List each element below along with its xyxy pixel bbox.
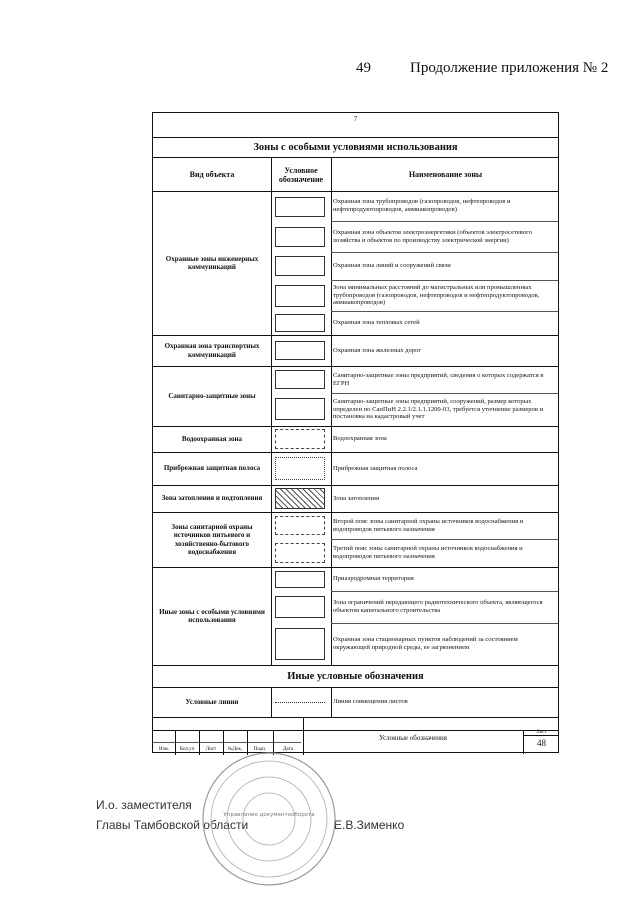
symbol-swatch <box>275 341 325 360</box>
symbol-swatch <box>275 285 325 307</box>
zone-name: Зона минимальных расстояний до магистральных или промышленных трубопроводов (газопроводов, нефтепроводов и нефтепродуктопроводов, аммиакопроводов) <box>333 284 540 307</box>
signature-name: Е.В.Зименко <box>334 818 405 832</box>
zone-name: Санитарно-защитные зоны предприятий, сооружений, размер которых определен по СанПиН 2.2.1/2.1.1.1200-03, требуется уточнение размеров и постановка на кадастровый учет <box>333 398 544 421</box>
col-symbol: Условное обозначение <box>278 165 324 184</box>
symbol-swatch <box>275 398 325 420</box>
stamp-col: Дата <box>283 747 293 752</box>
symbol-swatch <box>275 197 325 217</box>
zone-name: Охранная зона объектов электроэнергетики (объектов электросетевого хозяйства и объектов по производству электрической энергии) <box>333 228 533 244</box>
symbol-swatch <box>275 256 325 276</box>
col-object-type: Вид объекта <box>189 170 235 180</box>
zone-name: Санитарно-защитные зоны предприятий, сведения о которых содержатся в ЕГРН <box>333 371 544 387</box>
symbol-swatch <box>275 571 325 588</box>
symbol-swatch <box>275 370 325 389</box>
symbol-swatch <box>275 516 325 535</box>
zone-name: Охранная зона железных дорог <box>333 346 422 354</box>
symbol-swatch <box>275 488 325 509</box>
sheet-box <box>523 730 559 754</box>
group-type: Прибрежная защитная полоса <box>163 464 261 473</box>
symbol-swatch <box>275 543 325 563</box>
symbol-swatch <box>275 457 325 480</box>
group-type: Санитарно-защитные зоны <box>168 391 256 400</box>
section2-title: Иные условные обозначения <box>153 665 558 688</box>
zone-name: Охранная зона тепловых сетей <box>333 319 420 327</box>
zone-name: Зона ограничений передающего радиотехнического объекта, являющегося объектом капитального строительства <box>333 599 543 614</box>
symbol-line <box>275 702 325 703</box>
sheet-label: Лист <box>524 730 559 736</box>
zone-name: Прибрежная защитная полоса <box>333 464 418 472</box>
zone-name: Третий пояс зоны санитарной охраны источников водоснабжения и водопроводов питьевого назначения <box>333 545 523 560</box>
stamp-col: №Док. <box>227 747 243 752</box>
official-seal <box>200 750 338 888</box>
signature-line2: Главы Тамбовской области <box>96 818 249 832</box>
sheet-number: 48 <box>537 738 546 748</box>
zone-name: Зона затопления <box>333 494 379 502</box>
group-type: Зона затопления и подтопления <box>161 494 263 503</box>
zone-name: Второй пояс зоны санитарной охраны источников водоснабжения и водопроводов питьевого назначения <box>333 517 524 533</box>
zone-name: Охранная зона трубопроводов (газопроводов, нефтепроводов и нефтепродуктопроводов, аммиакопроводов) <box>333 198 511 213</box>
group-type: Иные зоны с особыми условиями использования <box>159 607 265 624</box>
group-type: Охранная зона транспортных коммуникаций <box>164 342 260 359</box>
stamp-col: Изм. <box>159 747 169 752</box>
stamp-col: Подп. <box>253 747 267 752</box>
zone-name: Приаэродромная территория <box>333 575 414 583</box>
zone-name: Охранная зона стационарных пунктов наблюдений за состоянием окружающей природной среды, ее загрязнением <box>333 636 518 651</box>
zone-name: Водоохранная зона <box>333 435 387 443</box>
seal-text: Управление документооборота <box>223 812 315 818</box>
symbol-swatch <box>275 429 325 449</box>
legend-top-number: 7 <box>353 115 358 123</box>
signature-line1: И.о. заместителя <box>96 798 192 812</box>
stamp-title: Условные обозначения <box>378 734 448 742</box>
other-type: Условные линии <box>185 697 239 706</box>
stamp-col: Лист <box>205 747 217 752</box>
continuation-title: Продолжение приложения № 2 <box>410 60 609 76</box>
other-name: Линия совмещения листов <box>333 698 408 706</box>
symbol-swatch <box>275 227 325 247</box>
group-type: Охранные зоны инженерных коммуникаций <box>165 254 259 271</box>
zone-name: Охранная зона линий и сооружений связи <box>333 262 451 270</box>
legend-frame <box>152 112 559 753</box>
stamp-col: Кол.уч <box>179 747 195 752</box>
symbol-swatch <box>275 628 325 660</box>
symbol-swatch <box>275 314 325 332</box>
symbol-swatch <box>275 596 325 618</box>
col-zone-name: Наименование зоны <box>408 170 483 180</box>
group-type: Зоны санитарной охраны источников питьевого и хозяйственно-бытового водоснабжения <box>171 523 253 556</box>
legend-header <box>153 157 558 192</box>
section1-title: Зоны с особыми условиями использования <box>153 137 558 158</box>
page-number: 49 <box>356 60 371 76</box>
group-type: Водоохранная зона <box>181 434 243 443</box>
